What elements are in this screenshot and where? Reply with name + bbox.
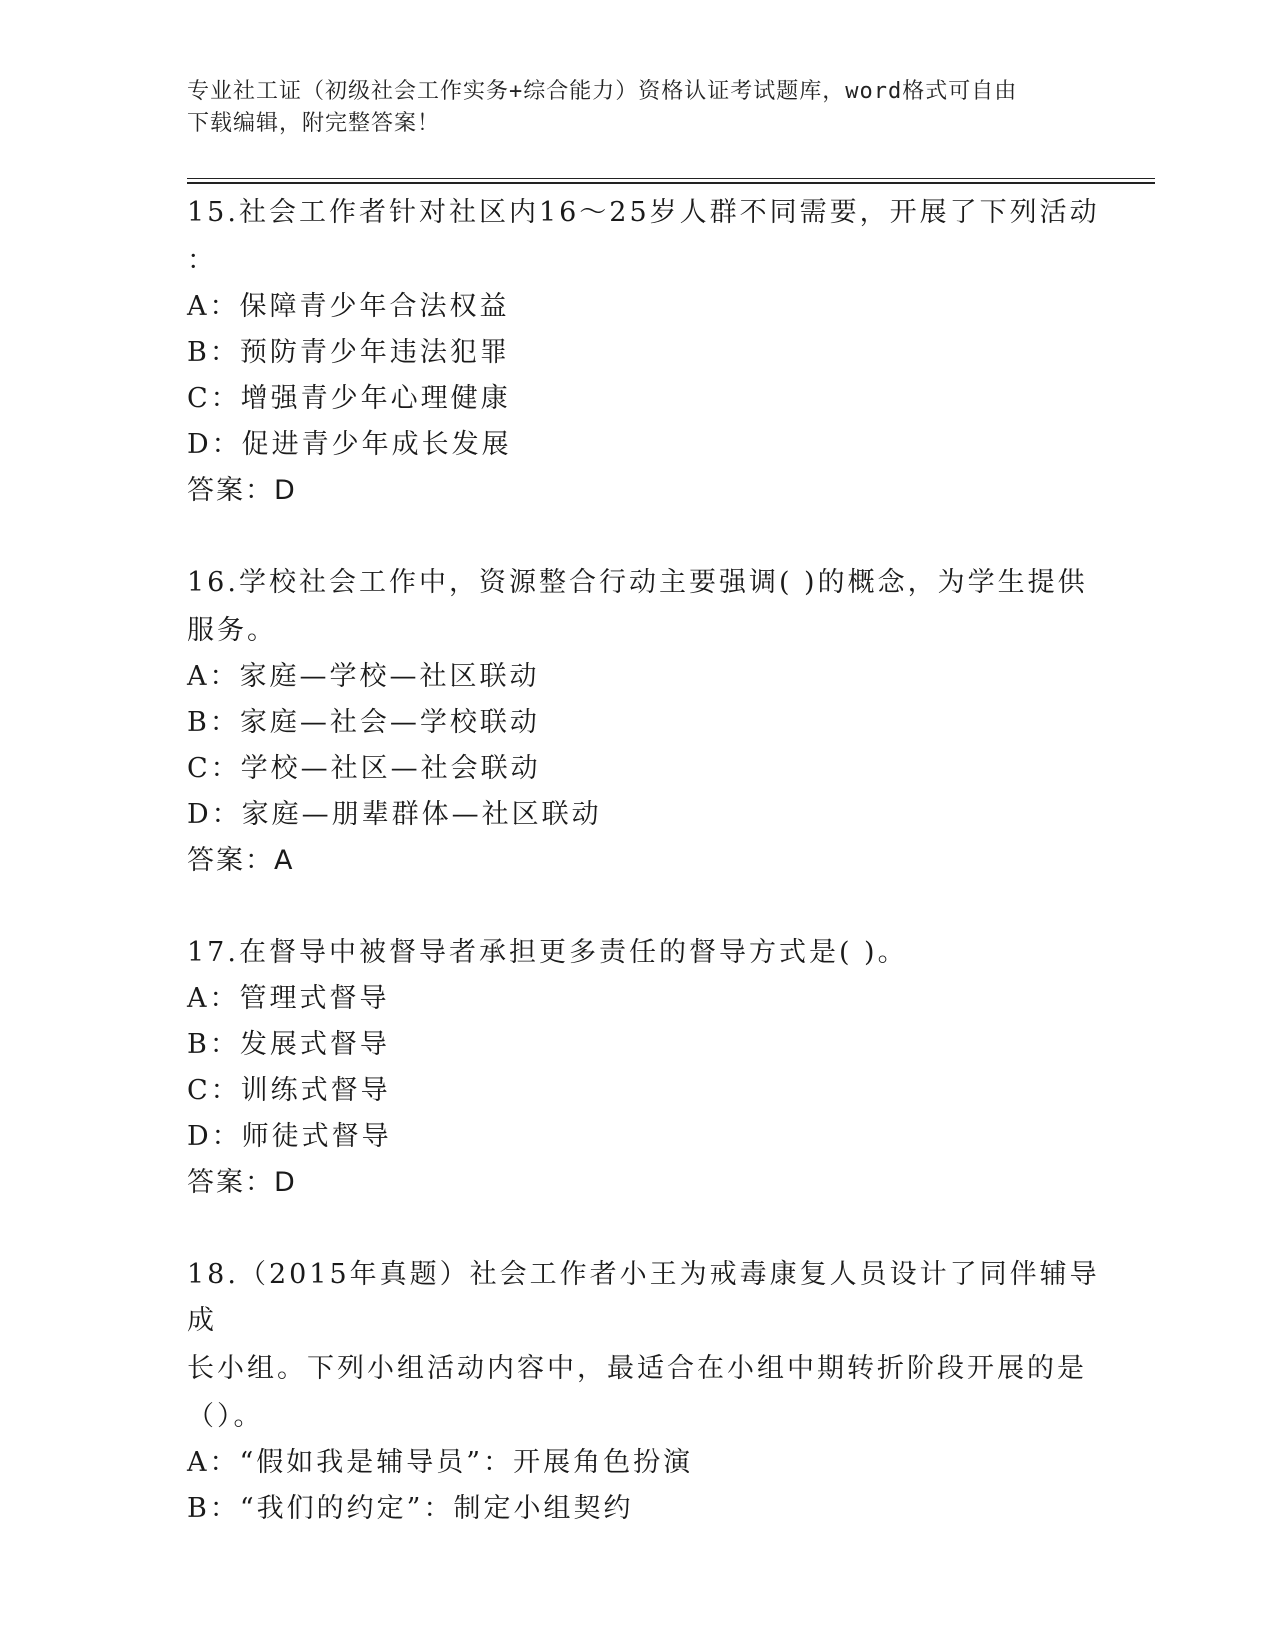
- question-text-line: 17.在督导中被督导者承担更多责任的督导方式是( )。: [187, 937, 908, 968]
- header-line-2: 下载编辑，附完整答案！: [187, 111, 441, 136]
- option-b: B：发展式督导: [187, 1029, 390, 1060]
- spacer: [187, 1206, 1107, 1250]
- option-c: C：训练式督导: [187, 1075, 391, 1106]
- question-text-line: 15.社会工作者针对社区内16～25岁人群不同需要，开展了下列活动: [187, 197, 1100, 228]
- question-text-line: 18.（2015年真题）社会工作者小王为戒毒康复人员设计了同伴辅导成: [187, 1259, 1100, 1336]
- question-block: [187, 190, 1107, 514]
- option-a: A：家庭—学校—社区联动: [187, 661, 540, 692]
- header-divider-thick: [187, 182, 1155, 184]
- question-list: [187, 188, 1107, 1532]
- option-d: D：促进青少年成长发展: [187, 429, 512, 460]
- option-b: B：预防青少年违法犯罪: [187, 337, 510, 368]
- document-header: [187, 76, 1087, 140]
- option-b: B：家庭—社会—学校联动: [187, 707, 540, 738]
- option-a: A：管理式督导: [187, 983, 390, 1014]
- option-a: A：“假如我是辅导员”：开展角色扮演: [187, 1447, 694, 1478]
- question-text-line: 长小组。下列小组活动内容中，最适合在小组中期转折阶段开展的是: [187, 1353, 1087, 1384]
- spacer: [187, 514, 1107, 558]
- answer-line: 答案：D: [187, 475, 297, 506]
- question-text-line: 服务。: [187, 615, 277, 646]
- spacer: [187, 884, 1107, 928]
- question-text-line: ：: [187, 245, 217, 276]
- answer-line: 答案：A: [187, 845, 295, 876]
- header-line-1: 专业社工证（初级社会工作实务+综合能力）资格认证考试题库，word格式可自由: [187, 79, 1018, 104]
- answer-line: 答案：D: [187, 1167, 297, 1198]
- question-block: [187, 930, 1107, 1206]
- option-b: B：“我们的约定”：制定小组契约: [187, 1493, 634, 1524]
- option-d: D：家庭—朋辈群体—社区联动: [187, 799, 602, 830]
- header-divider-thin: [187, 178, 1155, 179]
- option-c: C：学校—社区—社会联动: [187, 753, 541, 784]
- question-block: [187, 560, 1107, 884]
- question-block: [187, 1252, 1107, 1532]
- option-a: A：保障青少年合法权益: [187, 291, 510, 322]
- option-d: D：师徒式督导: [187, 1121, 392, 1152]
- question-text-line: 16.学校社会工作中，资源整合行动主要强调( )的概念，为学生提供: [187, 567, 1088, 598]
- question-text-line: （）。: [187, 1401, 264, 1432]
- option-c: C：增强青少年心理健康: [187, 383, 511, 414]
